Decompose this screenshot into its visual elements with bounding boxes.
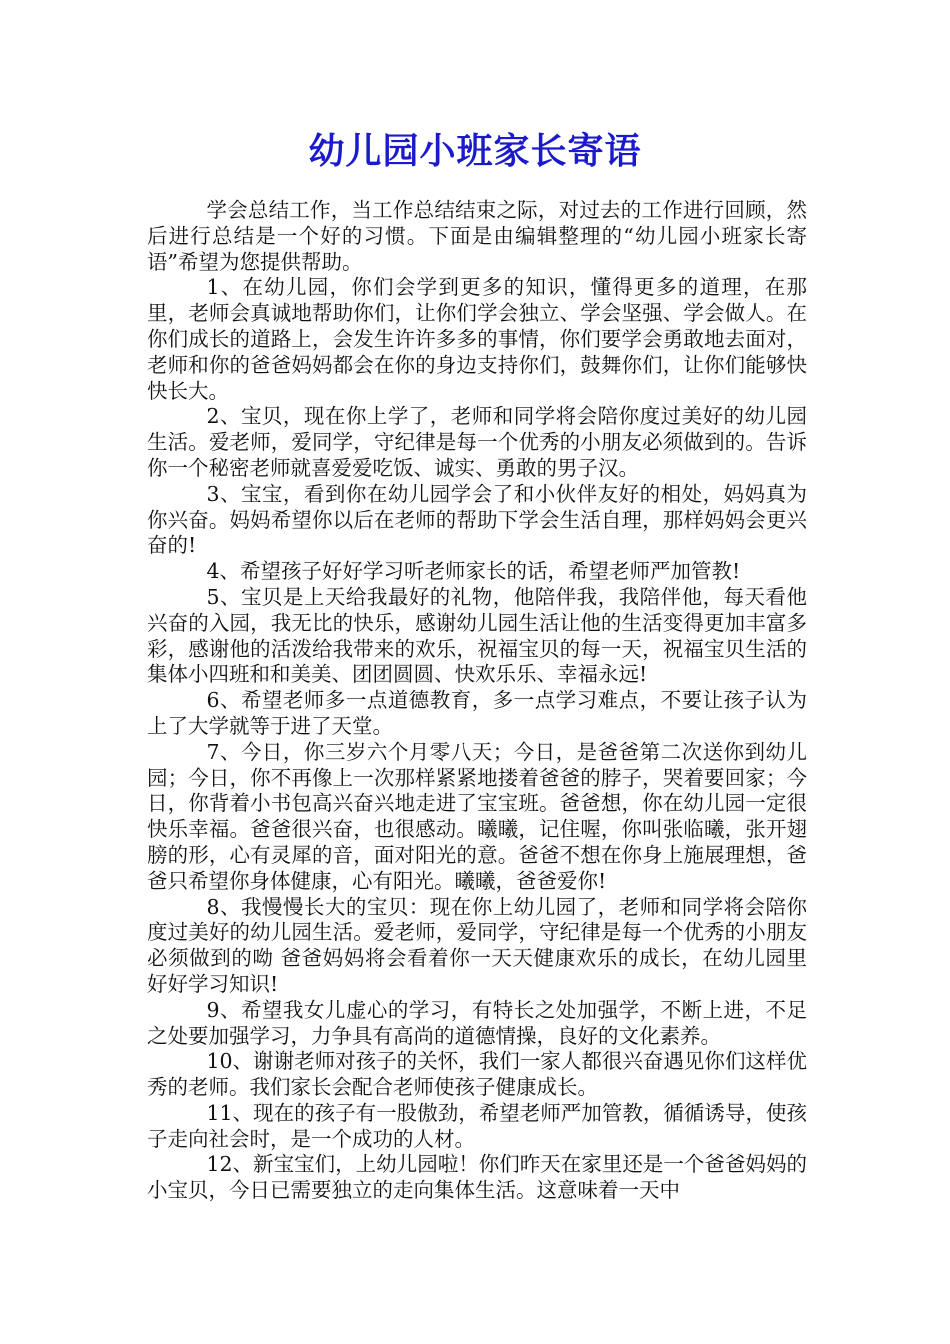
message-paragraph-10: 10、谢谢老师对孩子的关怀，我们一家人都很兴奋遇见你们这样优秀的老师。我们家长会配合老师使孩子健康成长。 <box>147 1049 807 1100</box>
document-title: 幼儿园小班家长寄语 <box>308 130 642 172</box>
message-paragraph-7: 7、今日，你三岁六个月零八天；今日，是爸爸第二次送你到幼儿园；今日，你不再像上一次那样紧紧地搂着爸爸的脖子，哭着要回家；今日，你背着小书包高兴奋兴地走进了宝宝班。爸爸想，你在幼儿园一定很快乐幸福。爸爸很兴奋，也很感动。曦曦，记住喔，你叫张临曦，张开翅膀的形，心有灵犀的音，面对阳光的意。爸爸不想在你身上施展理想，爸爸只希望你身体健康，心有阳光。曦曦，爸爸爱你! <box>147 739 807 893</box>
intro-paragraph: 学会总结工作，当工作总结结束之际，对过去的工作进行回顾，然后进行总结是一个好的习惯。下面是由编辑整理的“幼儿园小班家长寄语”希望为您提供帮助。 <box>147 198 807 274</box>
document-body <box>147 198 807 1204</box>
message-paragraph-9: 9、希望我女儿虚心的学习，有特长之处加强学，不断上进，不足之处要加强学习，力争具有高尚的道德情操，良好的文化素养。 <box>147 997 807 1048</box>
message-paragraph-1: 1、在幼儿园，你们会学到更多的知识，懂得更多的道理，在那里，老师会真诚地帮助你们，让你们学会独立、学会坚强、学会做人。在你们成长的道路上，会发生许许多多的事情，你们要学会勇敢地去面对，老师和你的爸爸妈妈都会在你的身边支持你们，鼓舞你们，让你们能够快快长大。 <box>147 275 807 403</box>
message-paragraph-8: 8、我慢慢长大的宝贝：现在你上幼儿园了，老师和同学将会陪你度过美好的幼儿园生活。爱老师，爱同学，守纪律是每一个优秀的小朋友必须做到的呦 爸爸妈妈将会看着你一天天健康欢乐的成长，在幼儿园里好好学习知识! <box>147 894 807 996</box>
message-paragraph-5: 5、宝贝是上天给我最好的礼物，他陪伴我，我陪伴他，每天看他兴奋的入园，我无比的快乐，感谢幼儿园生活让他的生活变得更加丰富多彩，感谢他的活泼给我带来的欢乐，祝福宝贝的每一天，祝福宝贝生活的集体小四班和和美美、团团圆圆、快欢乐乐、幸福永远! <box>147 584 807 687</box>
message-paragraph-3: 3、宝宝，看到你在幼儿园学会了和小伙伴友好的相处，妈妈真为你兴奋。妈妈希望你以后在老师的帮助下学会生活自理，那样妈妈会更兴奋的! <box>147 481 807 558</box>
message-paragraph-2: 2、宝贝，现在你上学了，老师和同学将会陪你度过美好的幼儿园生活。爱老师，爱同学，守纪律是每一个优秀的小朋友必须做到的。告诉你一个秘密老师就喜爱爱吃饭、诚实、勇敢的男子汉。 <box>147 404 807 480</box>
message-paragraph-11: 11、现在的孩子有一股傲劲，希望老师严加管教，循循诱导，使孩子走向社会时，是一个成功的人材。 <box>147 1100 807 1151</box>
message-paragraph-4: 4、希望孩子好好学习听老师家长的话，希望老师严加管教! <box>206 559 741 584</box>
message-paragraph-6: 6、希望老师多一点道德教育，多一点学习难点，不要让孩子认为上了大学就等于进了天堂。 <box>147 688 807 738</box>
message-paragraph-12: 12、新宝宝们，上幼儿园啦！你们昨天在家里还是一个爸爸妈妈的小宝贝，今日已需要独立的走向集体生活。这意味着一天中 <box>147 1152 807 1203</box>
